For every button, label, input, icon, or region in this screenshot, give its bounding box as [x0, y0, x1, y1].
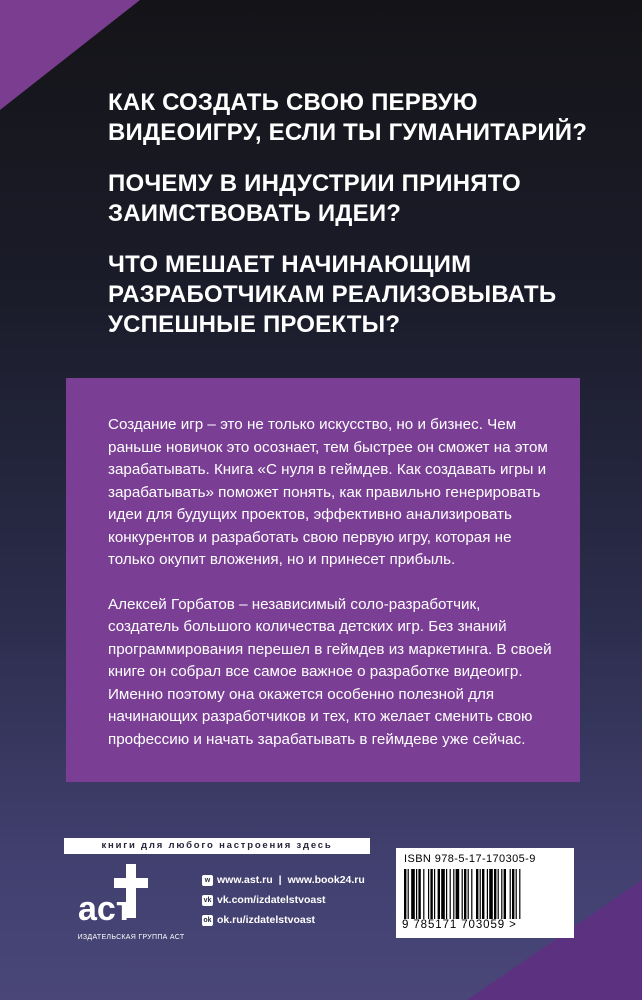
barcode-panel [396, 848, 574, 938]
globe-icon: w [202, 875, 213, 886]
publisher-links [202, 870, 365, 930]
vk-handle: izdatelstvoast [256, 894, 326, 906]
barcode-bar [487, 869, 488, 919]
barcode-bar [504, 869, 506, 919]
logo-text: аст [78, 890, 133, 928]
barcode-bar [456, 869, 460, 919]
barcode-bar [404, 869, 406, 919]
barcode-bar [498, 869, 499, 919]
question-1: КАК СОЗДАТЬ СВОЮ ПЕРВУЮ ВИДЕОИГРУ, ЕСЛИ ТЫ ГУМАНИТАРИЙ? [108, 89, 588, 146]
barcode-bar [438, 869, 440, 919]
barcode-bar [482, 869, 484, 919]
barcode-bar [471, 869, 472, 919]
ok-handle: izdatelstvoast [245, 914, 316, 926]
barcode-bar [512, 869, 514, 919]
description-paragraph-author: Алексей Горбатов – независимый соло-разработчик, создатель большого количества детских игр. Без знаний программирования перешел в геймдев из маркетинга. В своей книге он собрал все самое важное о разработке видеоигр. Именно поэтому она окажется особенно полезной для начинающих разработчиков и тех, кто желает сменить свою профессию и начать зарабатывать в геймдеве уже сейчас. [108, 595, 552, 748]
ok-icon: ok [203, 916, 212, 924]
barcode-bar [519, 869, 520, 919]
barcode-bar [462, 869, 463, 919]
questions-block [108, 88, 608, 361]
barcode-bar [501, 869, 502, 919]
website-book24-link[interactable]: www.book24.ru [287, 874, 365, 886]
barcode-bar [441, 869, 445, 919]
barcode-bar [450, 869, 451, 919]
barcode-bar [428, 869, 429, 919]
tagline-bar: книги для любого настроения здесь [64, 838, 370, 854]
barcode-bar [453, 869, 454, 919]
barcode-bar [411, 869, 415, 919]
website-ast-link[interactable]: www.ast.ru [217, 874, 273, 886]
isbn-number: ISBN 978-5-17-170305-9 [404, 853, 536, 865]
barcode-bar [489, 869, 493, 919]
publisher-logo [74, 860, 184, 936]
barcode-bar [423, 869, 424, 919]
barcode-bar [418, 869, 420, 919]
vk-row[interactable] [202, 890, 365, 910]
websites-row [202, 870, 365, 890]
barcode-bar [434, 869, 435, 919]
barcode-digits: 9 785171 703059 > [402, 919, 517, 931]
website-separator: | [278, 874, 282, 886]
description-text [108, 414, 553, 773]
ok-prefix: ok.ru/ [217, 914, 246, 926]
barcode-bar [510, 869, 511, 919]
question-2: ПОЧЕМУ В ИНДУСТРИИ ПРИНЯТО ЗАИМСТВОВАТЬ ИДЕИ? [108, 170, 521, 227]
barcode-bar [516, 869, 517, 919]
barcode-bar [430, 869, 432, 919]
barcode-bar [464, 869, 466, 919]
barcode-bar [480, 869, 481, 919]
question-3: ЧТО МЕШАЕТ НАЧИНАЮЩИМ РАЗРАБОТЧИКАМ РЕАЛИЗОВЫВАТЬ УСПЕШНЫЕ ПРОЕКТЫ? [108, 251, 557, 338]
ast-cross-logo-icon [74, 860, 184, 936]
vk-icon: vk [203, 896, 212, 904]
logo-caption: ИЗДАТЕЛЬСКАЯ ГРУППА АСТ [77, 934, 185, 941]
barcode-bar [408, 869, 409, 919]
barcode-bar [494, 869, 496, 919]
vk-prefix: vk.com/ [217, 894, 257, 906]
ok-row[interactable] [202, 910, 365, 930]
barcode-bar [446, 869, 447, 919]
description-paragraph-book: Создание игр – это не только искусство, но и бизнес. Чем раньше новичок это осознает, тем быстрее он сможет на этом зарабатывать. Книга «С нуля в геймдев. Как создавать игры и зарабатывать» поможет понять, как правильно генерировать идеи для будущих проектов, эффективно анализировать конкурентов и разработать свою первую игру, которая не только окупит вложения, но и принесет прибыль. [108, 416, 548, 568]
barcode-bar [468, 869, 469, 919]
barcode-bar [416, 869, 417, 919]
barcode-icon [402, 869, 568, 919]
barcode-bar [476, 869, 478, 919]
